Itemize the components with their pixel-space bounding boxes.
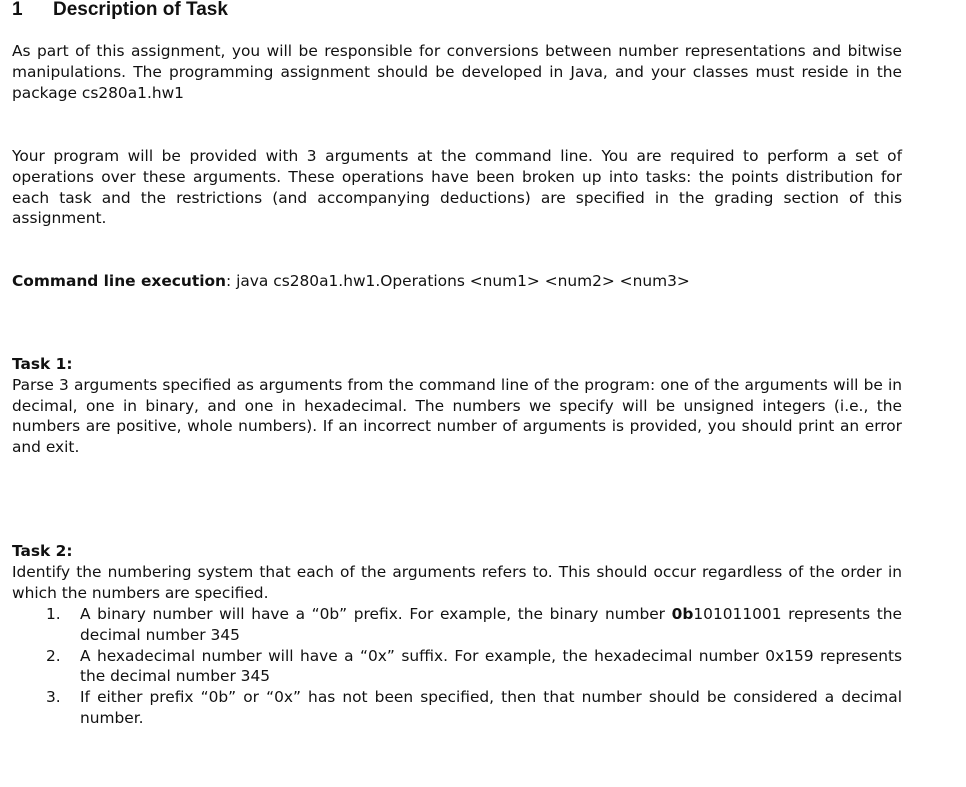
task-2-list [12,604,902,729]
list-item [12,687,902,729]
intro-paragraph: As part of this assignment, you will be responsible for conversions between number representations and bitwise manipulations. The programming assignment should be developed in Java, and your classes must reside in the package cs280a1.hw1 [12,42,902,102]
list-item-text: A hexadecimal number will have a “0x” suffix. For example, the hexadecimal number 0x159 represents the decimal number 345 [80,646,902,686]
list-item [12,646,902,688]
section-title: Description of Task [53,0,228,20]
command-line-separator: : [226,272,237,290]
task-1-title: Task 1: [12,355,73,373]
list-item-text-continued: 101011001 represents the decimal number 345 [80,605,902,644]
list-item [12,604,902,646]
task-2-body: Identify the numbering system that each of the arguments refers to. This should occur regardless of the order in which the numbers are specified. [12,562,902,602]
list-item-number: 3. [46,688,61,707]
section-heading [12,0,228,22]
command-line-command: java cs280a1.hw1.Operations <num1> <num2> <num3> [236,272,690,290]
command-line-label: Command line execution [12,272,227,290]
section-number: 1 [12,0,23,20]
arguments-paragraph: Your program will be provided with 3 arguments at the command line. You are required to perform a set of operations over these arguments. These operations have been broken up into tasks: the points distribution for each task and the restrictions (and accompanying deductions) are specified in the grading section of this assignment. [12,147,902,228]
list-item-text: If either prefix “0b” or “0x” has not been specified, then that number should be considered a decimal number. [80,688,902,727]
list-item-text: A binary number will have a “0b” prefix. For example, the binary number [80,605,672,623]
task-1-body: Parse 3 arguments specified as arguments from the command line of the program: one of the arguments will be in decimal, one in binary, and one in hexadecimal. The numbers we specify will be unsigned integers (i.e., the numbers are positive, whole numbers). If an incorrect number of arguments is provided, you should print an error and exit. [12,375,902,457]
command-line-execution [12,271,902,292]
task-1-section [12,354,902,458]
list-item-number: 1. [46,605,61,623]
task-2-section [12,541,902,603]
task-2-title: Task 2: [12,542,73,560]
list-item-number: 2. [46,646,61,665]
binary-prefix-bold: 0b [671,605,694,623]
